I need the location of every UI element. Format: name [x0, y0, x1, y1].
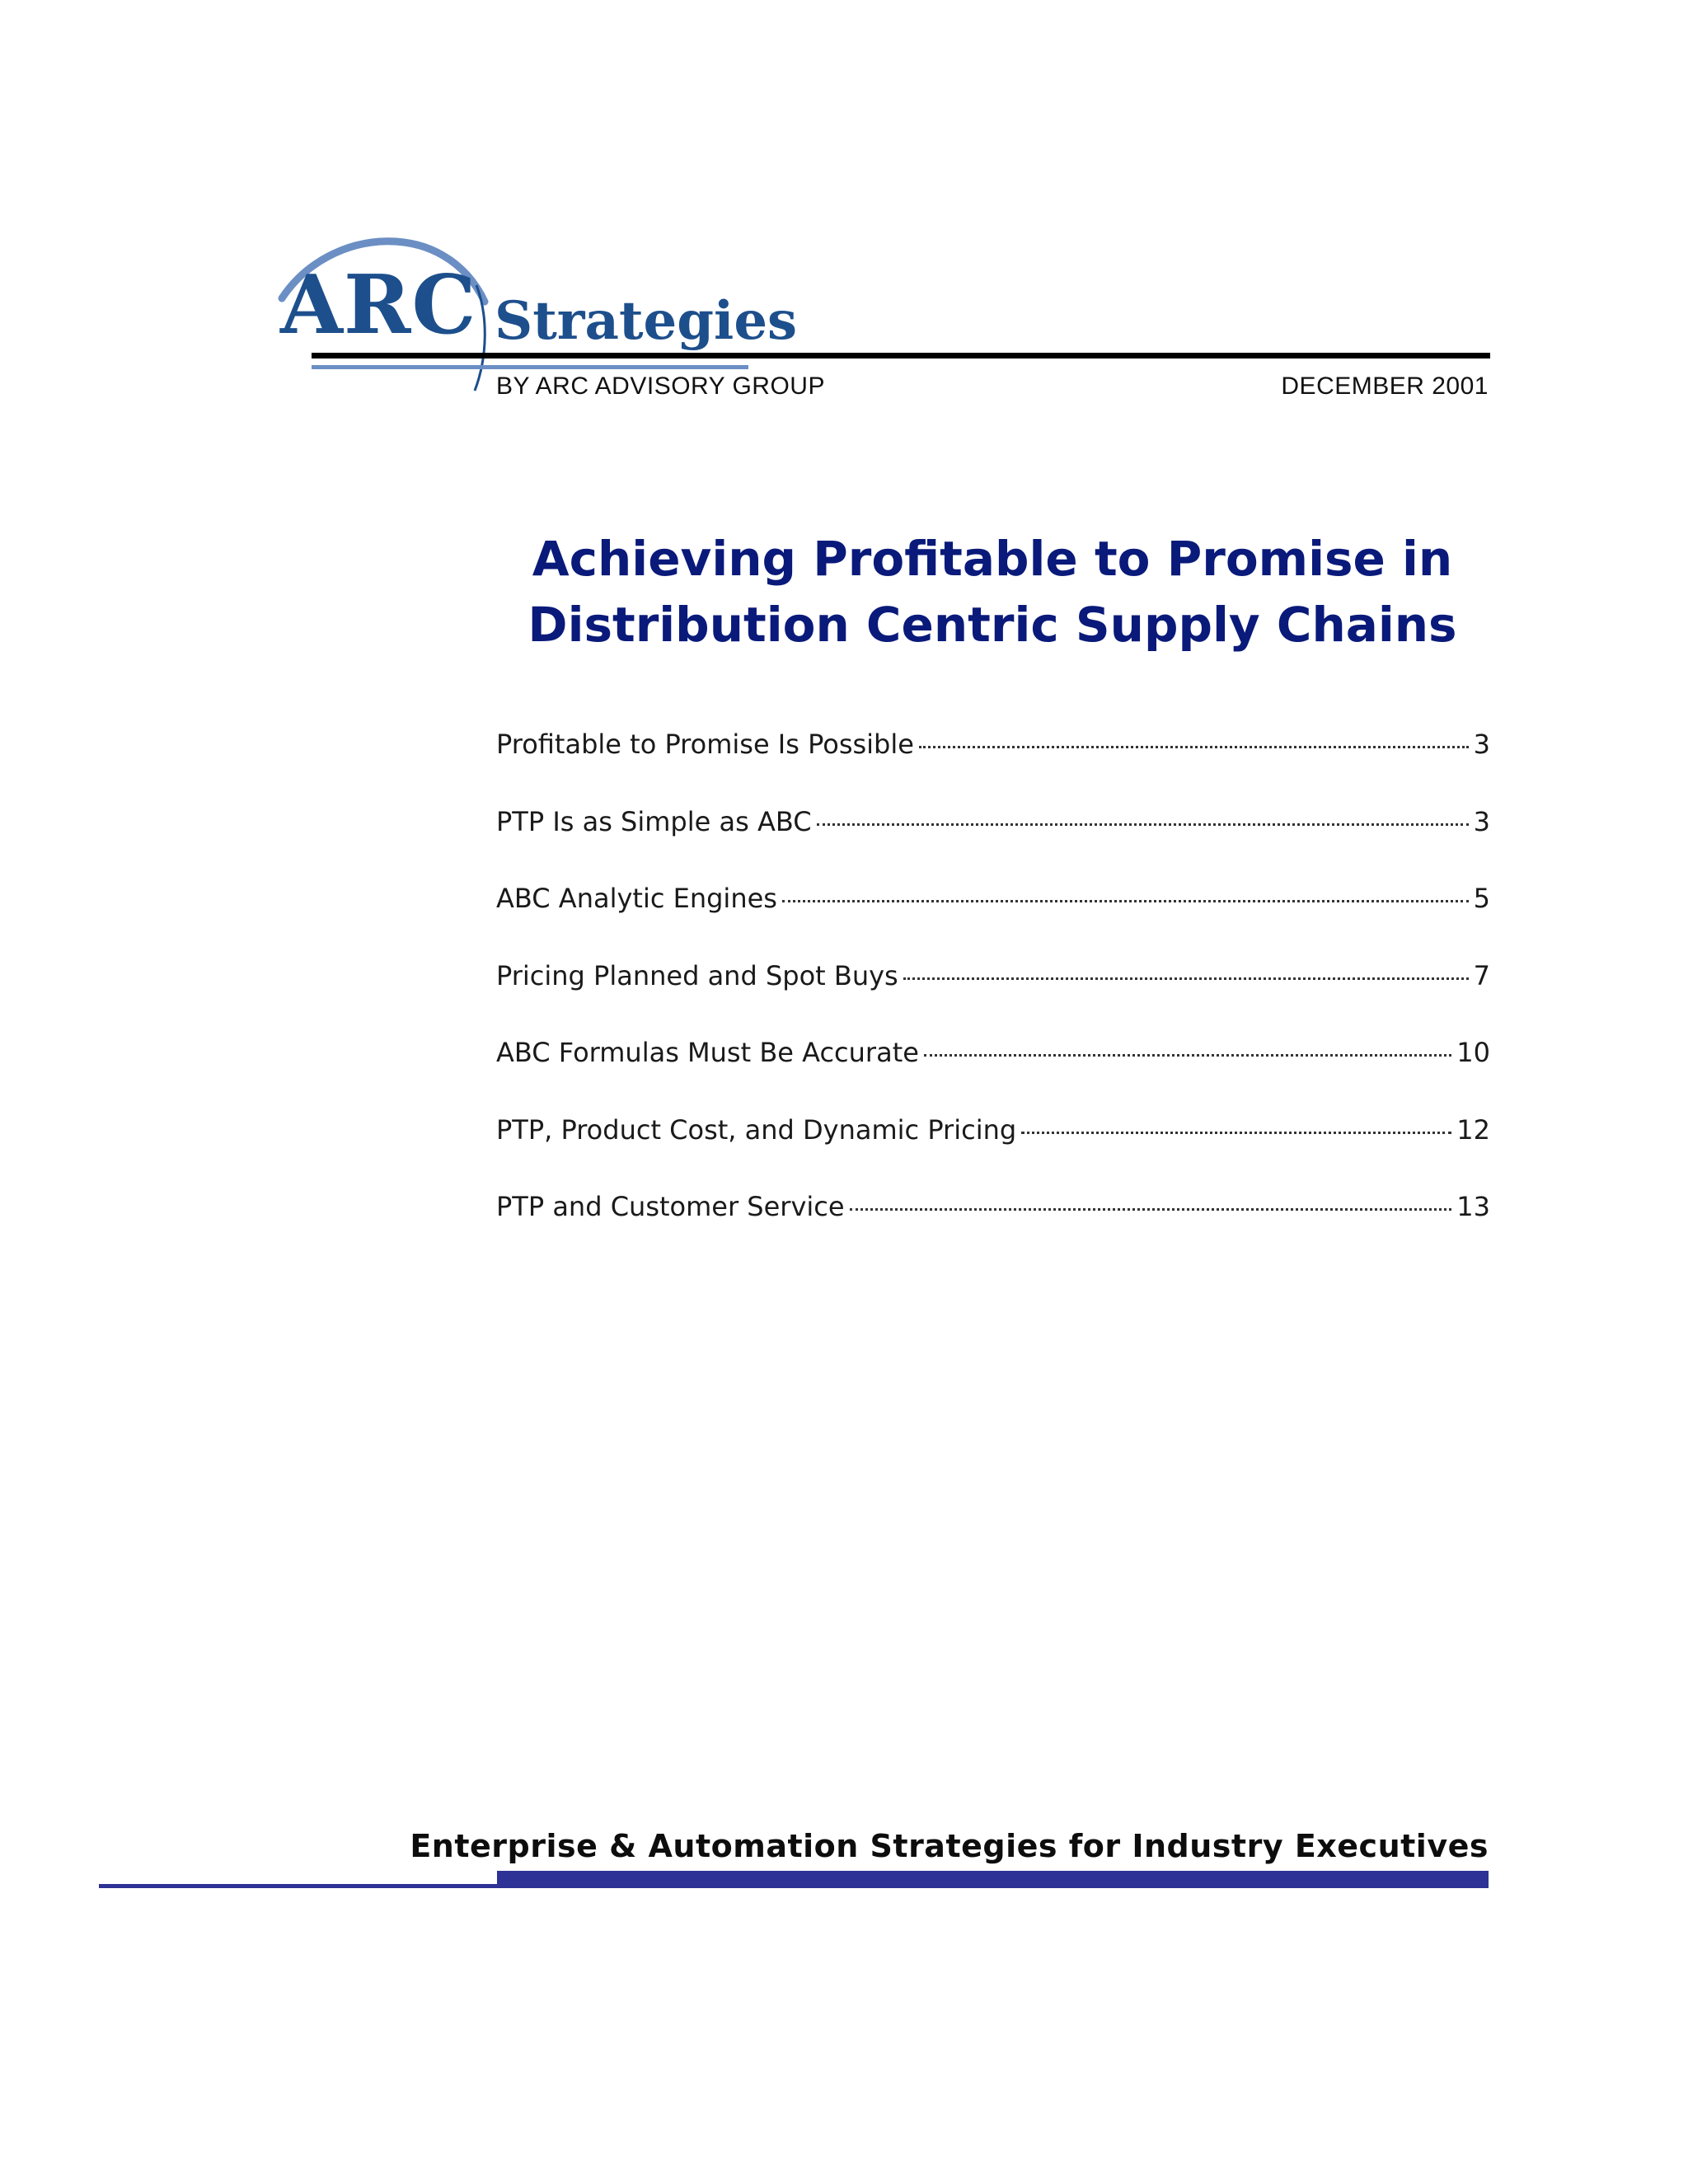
footer-tagline: Enterprise & Automation Strategies for Industry Executives — [410, 1828, 1489, 1864]
toc-entry-label: Pricing Planned and Spot Buys — [496, 959, 898, 991]
toc-entry-label: Profitable to Promise Is Possible — [496, 729, 914, 760]
document-title-line-1: Achieving Profitable to Promise in — [532, 531, 1453, 587]
toc-entry-page: 13 — [1456, 1191, 1490, 1222]
footer-thick-bar — [497, 1871, 1489, 1888]
toc-entry-page: 7 — [1473, 959, 1490, 991]
toc-dot-leader — [782, 900, 1469, 902]
toc-dot-leader — [850, 1208, 1452, 1211]
footer-thin-bar — [99, 1884, 499, 1888]
toc-entry[interactable] — [496, 729, 1490, 806]
toc-dot-leader — [817, 823, 1469, 826]
toc-entry-page: 3 — [1473, 805, 1490, 837]
document-title-line-2: Distribution Centric Supply Chains — [528, 597, 1457, 653]
toc-dot-leader — [924, 1054, 1451, 1057]
toc-entry-page: 10 — [1456, 1037, 1490, 1068]
toc-entry-label: ABC Formulas Must Be Accurate — [496, 1037, 919, 1068]
toc-entry-page: 3 — [1473, 729, 1490, 760]
toc-entry-label: PTP, Product Cost, and Dynamic Pricing — [496, 1113, 1017, 1146]
table-of-contents — [496, 729, 1490, 1268]
document-title — [495, 526, 1490, 658]
toc-entry-page: 12 — [1456, 1113, 1490, 1146]
toc-entry[interactable] — [496, 1037, 1490, 1114]
toc-dot-leader — [919, 746, 1469, 748]
toc-entry[interactable] — [496, 883, 1490, 960]
byline: BY ARC ADVISORY GROUP — [496, 373, 825, 400]
masthead-rule — [312, 353, 1490, 359]
toc-entry[interactable] — [496, 1114, 1490, 1192]
toc-dot-leader — [1021, 1132, 1451, 1134]
logo-accent-line — [312, 365, 748, 369]
logo-strategies-text: Strategies — [495, 290, 798, 352]
toc-entry-label: PTP Is as Simple as ABC — [496, 805, 812, 837]
toc-entry[interactable] — [496, 1191, 1490, 1268]
logo-arc-text: ARC — [280, 258, 477, 353]
toc-entry-label: ABC Analytic Engines — [496, 883, 777, 914]
toc-entry[interactable] — [496, 960, 1490, 1038]
toc-entry[interactable] — [496, 806, 1490, 883]
toc-entry-label: PTP and Customer Service — [496, 1191, 845, 1222]
toc-dot-leader — [903, 977, 1469, 980]
toc-entry-page: 5 — [1473, 883, 1490, 914]
publication-date: DECEMBER 2001 — [1281, 373, 1489, 400]
